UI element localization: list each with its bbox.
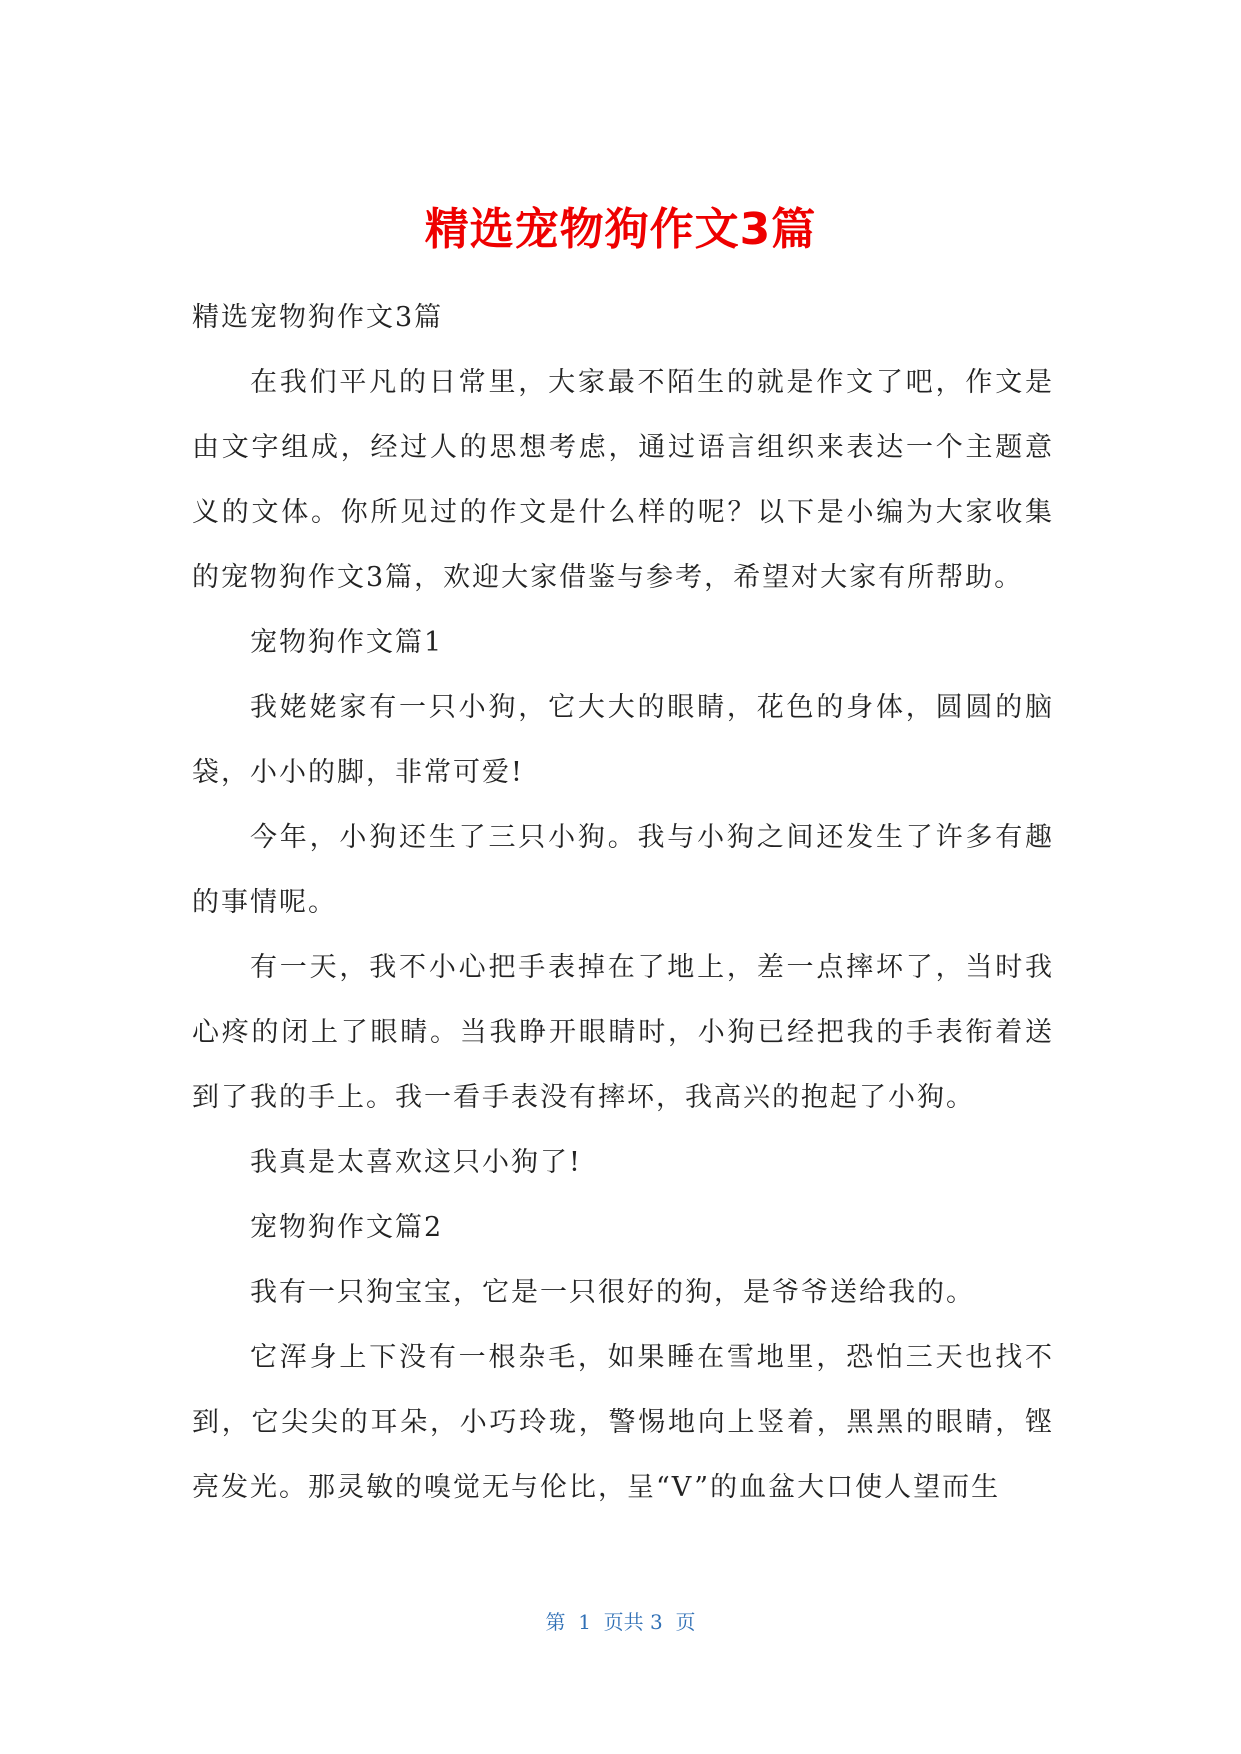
paragraph-intro: 在我们平凡的日常里，大家最不陌生的就是作文了吧，作文是由文字组成，经过人的思想考虑，通过语言组织来表达一个主题意义的文体。你所见过的作文是什么样的呢？以下是小编为大家收集的宠物狗作文3篇，欢迎大家借鉴与参考，希望对大家有所帮助。 — [192, 367, 1054, 593]
paragraph: 它浑身上下没有一根杂毛，如果睡在雪地里，恐怕三天也找不到，它尖尖的耳朵，小巧玲珑，警惕地向上竖着，黑黑的眼睛，铿亮发光。那灵敏的嗅觉无与伦比，呈“V”的血盆大口使人望而生 — [192, 1342, 1054, 1503]
document-body — [192, 285, 1054, 1520]
paragraph: 我有一只狗宝宝，它是一只很好的狗，是爷爷送给我的。 — [250, 1277, 975, 1308]
paragraph: 我姥姥家有一只小狗，它大大的眼睛，花色的身体，圆圆的脑袋，小小的脚，非常可爱! — [192, 692, 1054, 788]
page-number-footer: 第 1 页共 3 页 — [545, 1610, 696, 1634]
paragraph: 我真是太喜欢这只小狗了! — [250, 1147, 582, 1178]
document-subtitle: 精选宠物狗作文3篇 — [192, 302, 444, 333]
paragraph: 有一天，我不小心把手表掉在了地上，差一点摔坏了，当时我心疼的闭上了眼睛。当我睁开眼睛时，小狗已经把我的手表衔着送到了我的手上。我一看手表没有摔坏，我高兴的抱起了小狗。 — [192, 952, 1054, 1113]
paragraph: 今年，小狗还生了三只小狗。我与小狗之间还发生了许多有趣的事情呢。 — [192, 822, 1054, 918]
section-heading-1: 宠物狗作文篇1 — [250, 627, 444, 658]
document-title: 精选宠物狗作文3篇 — [424, 204, 817, 255]
section-heading-2: 宠物狗作文篇2 — [250, 1212, 444, 1243]
